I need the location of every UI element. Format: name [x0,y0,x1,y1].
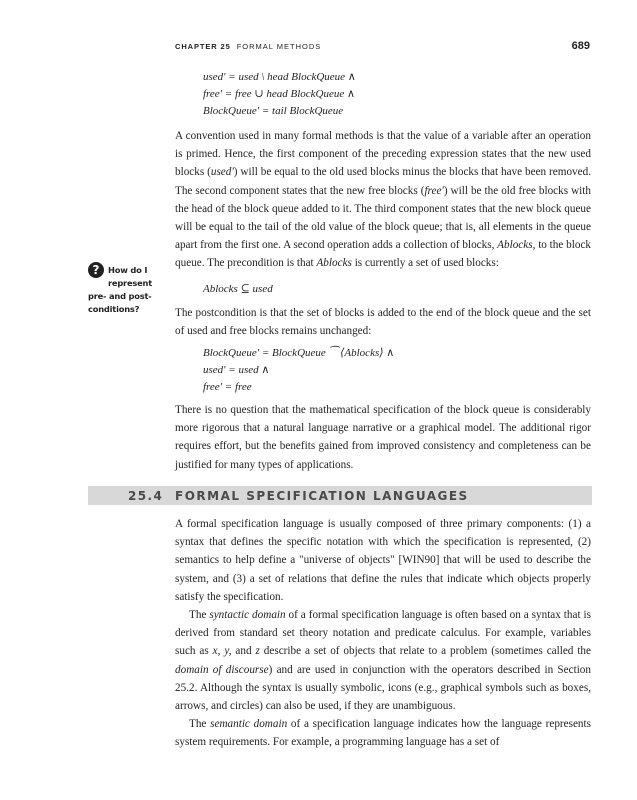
chapter-label: CHAPTER 25 [175,42,231,51]
paragraph-text: The postcondition is that the set of blocks is added to the end of the block queue and the set of used and free blocks remains unchanged: [175,307,591,338]
expression-line: free' = free [203,381,252,393]
paragraph-semantic-domain [175,715,591,751]
text-run: describe a set of objects that relate to a problem (sometimes called the [259,645,591,658]
question-icon: ? [88,262,104,278]
text-run: of a specification language indicates how the language represents system requirements. For example, a programming language has a set of [175,718,591,749]
margin-note-line: conditions? [88,304,140,314]
variable: Ablocks [316,257,352,270]
expression-line: used' = used ∧ [203,364,270,376]
paragraph-convention [175,127,591,273]
page-number: 689 [571,40,590,52]
text-run: is currently a set of used blocks: [351,257,499,270]
expression-block-2 [203,281,273,298]
margin-note-line: represent [108,278,153,288]
term: z [255,645,260,658]
expression-block-1 [203,69,356,120]
paragraph-text: A formal specification language is usually composed of three primary components: (1) a syntax that defines the specific notation with which the specification is represented, (2) semantics to help define a "universe of objects" [WIN90] that will be used to describe the system, and (3) a set of relations that define the rules that indicate which objects properly satisfy the specification. [175,518,591,603]
margin-note-line: How do I [108,265,148,275]
text-run: and [231,645,256,658]
text-run: The [189,718,211,731]
section-number: 25.4 [128,489,164,503]
term: domain of discourse [175,663,269,676]
margin-note-line: pre- and post- [88,291,152,301]
margin-note-text [88,264,160,316]
running-head [175,42,321,51]
expression-line: Ablocks ⊆ used [203,283,273,295]
page-header [175,40,590,56]
expression-line: used' = used \ head BlockQueue ∧ [203,71,356,83]
paragraph-postcondition [175,304,591,340]
expression-line: BlockQueue' = BlockQueue ⁀ ⟨Ablocks⟩ ∧ [203,347,395,359]
paragraph-syntactic-domain [175,606,591,715]
variable: Ablocks, [497,239,536,252]
term: syntactic domain [209,609,286,622]
text-run: The [189,609,210,622]
term: x, y, [212,645,232,658]
text-run: of a formal specification language is often based on a syntax that is derived from standard set theory notation and predicate calculus. For example, variables such as [175,609,591,658]
paragraph-rigor [175,401,591,474]
chapter-title: FORMAL METHODS [236,42,322,51]
paragraph-components [175,515,591,752]
text-run: ) will be equal to the old used blocks minus the blocks that have been removed. The second component states that the new free blocks ( [175,166,591,197]
term: semantic domain [210,718,288,731]
text-run: A convention used in many formal methods is that the value of a variable after an operation is primed. Hence, the first component of the preceding expression states that the new used blocks ( [175,130,591,179]
variable: free' [424,184,444,197]
expression-line: BlockQueue' = tail BlockQueue [203,105,344,117]
paragraph-text: There is no question that the mathematical specification of the block queue is considerably more rigorous that a natural language narrative or a graphical model. The additional rigor requires effort, but the benefits gained from improved consistency and completeness can be justified for many types of applications. [175,404,591,471]
expression-line: free' = free ∪ head BlockQueue ∧ [203,88,356,100]
text-run: to the block queue. The precondition is that [175,239,592,270]
text-run: ) will be the old free blocks with the head of the block queue added to it. The third component states that the new block queue will be equal to the tail of the old value of the block queue; that is, all elements in the queue apart from the first one. A second operation adds a collection of blocks, [175,184,591,252]
text-run: ) and are used in conjunction with the operators described in Section 25.2. Although the syntax is usually symbolic, icons (e.g., graphical symbols such as boxes, arrows, and circles) can also be used, if they are unambiguous. [175,663,591,713]
section-title: FORMAL SPECIFICATION LANGUAGES [175,489,469,503]
variable: used' [210,166,234,179]
expression-block-3 [203,345,394,396]
